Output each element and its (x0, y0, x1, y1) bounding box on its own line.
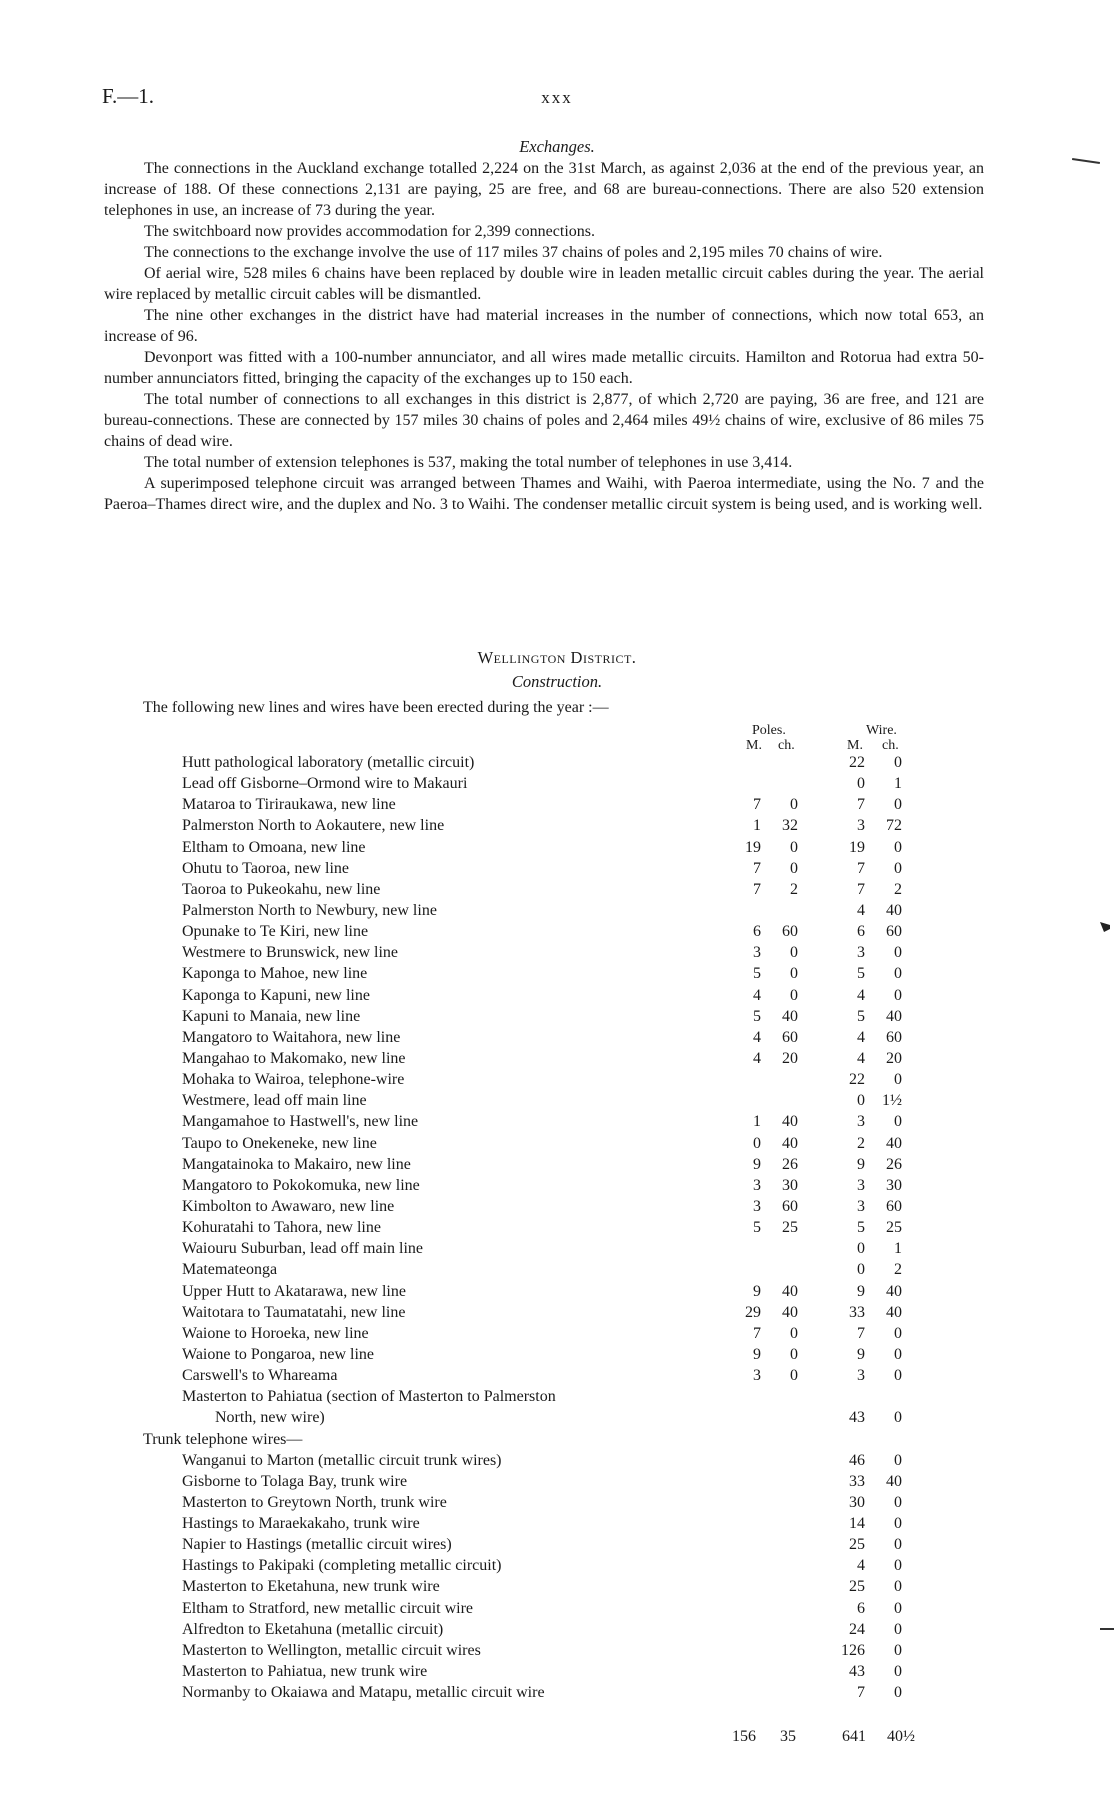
cell-pm: 3 (753, 1197, 761, 1215)
row-label: Westmere, lead off main line (182, 1092, 367, 1110)
table-row (0, 1661, 1114, 1682)
cell-wc: 0 (894, 1663, 902, 1681)
exchanges-body (104, 158, 984, 515)
cell-wc: 0 (894, 1451, 902, 1469)
row-label: Matemateonga (182, 1261, 278, 1279)
cell-wc: 20 (886, 1049, 902, 1067)
cell-pm: 19 (745, 838, 761, 856)
table-row (0, 752, 1114, 773)
cell-pm: 4 (753, 986, 761, 1004)
cell-wc: 0 (894, 1515, 902, 1533)
table-row (0, 1682, 1114, 1703)
cell-wm: 3 (857, 944, 865, 962)
cell-wm: 33 (849, 1303, 865, 1321)
cell-pm: 6 (753, 923, 761, 941)
cell-wc: 0 (894, 1620, 902, 1638)
cell-wm: 0 (857, 1092, 865, 1110)
table-row (0, 1175, 1114, 1196)
cell-wc: 0 (894, 965, 902, 983)
cell-wc: 1 (894, 1240, 902, 1258)
cell-pm: 3 (753, 1367, 761, 1385)
total-poles-chains: 35 (780, 1728, 796, 1745)
table-row (0, 1006, 1114, 1027)
row-label: Masterton to Greytown North, trunk wire (182, 1493, 447, 1511)
row-label: Normanby to Okaiawa and Matapu, metallic circuit wire (182, 1684, 545, 1702)
table-row (0, 1090, 1114, 1111)
table-row (0, 794, 1114, 815)
table-row (0, 815, 1114, 836)
cell-pm: 1 (753, 817, 761, 835)
row-label: Mangamahoe to Hastwell's, new line (182, 1113, 419, 1131)
row-label: Kohuratahi to Tahora, new line (182, 1219, 381, 1237)
paragraph: Of aerial wire, 528 miles 6 chains have been replaced by double wire in leaden metallic circuit cables during the year. The aerial wire replaced by metallic circuit cables will be dismantled. (104, 265, 984, 303)
cell-pm: 5 (753, 1219, 761, 1237)
cell-wm: 126 (841, 1641, 865, 1659)
row-label: Mangatainoka to Makairo, new line (182, 1155, 411, 1173)
cell-wc: 60 (886, 923, 902, 941)
cell-pc: 0 (790, 1367, 798, 1385)
cell-pm: 3 (753, 944, 761, 962)
table-row (0, 1111, 1114, 1132)
row-label: Waiouru Suburban, lead off main line (182, 1240, 424, 1258)
cell-wc: 0 (894, 1324, 902, 1342)
cell-pc: 40 (782, 1134, 798, 1152)
cell-pc: 25 (782, 1219, 798, 1237)
cell-wc: 0 (894, 859, 902, 877)
row-label: North, new wire) (215, 1409, 325, 1427)
cell-wm: 3 (857, 1176, 865, 1194)
cell-pm: 7 (753, 796, 761, 814)
cell-pm: 7 (753, 880, 761, 898)
table-row (0, 1513, 1114, 1534)
cell-wc: 40 (886, 1282, 902, 1300)
row-label: Eltham to Omoana, new line (182, 838, 366, 856)
table-row (0, 1344, 1114, 1365)
table-row (0, 837, 1114, 858)
table-row (0, 1365, 1114, 1386)
total-wire-miles: 641 (842, 1728, 866, 1745)
cell-wm: 3 (857, 1197, 865, 1215)
cell-wm: 3 (857, 1113, 865, 1131)
paragraph: The connections in the Auckland exchange totalled 2,224 on the 31st March, as against 2,036 at the end of the previous year, an increase of 188. Of these connections 2,131 are paying, 25 are free, and 68 are bureau-connections. There are also 520 extension telephones in use, an increase of 73 during the year. (104, 160, 984, 219)
row-label: Mangahao to Makomako, new line (182, 1049, 406, 1067)
row-label: Kaponga to Mahoe, new line (182, 965, 368, 983)
cell-wm: 24 (849, 1620, 865, 1638)
cell-pc: 0 (790, 838, 798, 856)
cell-wc: 25 (886, 1219, 902, 1237)
cell-wc: 0 (894, 1557, 902, 1575)
row-label: Mangatoro to Pokokomuka, new line (182, 1176, 420, 1194)
row-label: Palmerston North to Newbury, new line (182, 901, 437, 919)
wire-miles-header: M. (847, 738, 863, 753)
cell-wm: 9 (857, 1345, 865, 1363)
cell-wc: 0 (894, 1345, 902, 1363)
cell-pc: 40 (782, 1007, 798, 1025)
cell-pc: 0 (790, 1324, 798, 1342)
table-row (0, 1555, 1114, 1576)
cell-wm: 19 (849, 838, 865, 856)
cell-pc: 0 (790, 859, 798, 877)
cell-pc: 30 (782, 1176, 798, 1194)
cell-wc: 0 (894, 838, 902, 856)
row-label: Kimbolton to Awawaro, new line (182, 1197, 395, 1215)
cell-wc: 0 (894, 1578, 902, 1596)
cell-wm: 9 (857, 1282, 865, 1300)
cell-wm: 4 (857, 1557, 865, 1575)
cell-wm: 22 (849, 754, 865, 771)
district-heading (0, 648, 1114, 668)
table-row (0, 1048, 1114, 1069)
cell-wc: 0 (894, 1071, 902, 1089)
poles-miles-header: M. (746, 738, 762, 753)
cell-pc: 40 (782, 1303, 798, 1321)
wire-chains-header: ch. (882, 738, 899, 753)
cell-pm: 4 (753, 1028, 761, 1046)
cell-pc: 26 (782, 1155, 798, 1173)
document-id: F.—1. (102, 84, 154, 108)
table-row (0, 773, 1114, 794)
cell-wc: 26 (886, 1155, 902, 1173)
cell-wc: 40 (886, 901, 902, 919)
table-row (0, 921, 1114, 942)
cell-wm: 14 (849, 1515, 865, 1533)
cell-wm: 9 (857, 1155, 865, 1173)
row-label: Lead off Gisborne–Ormond wire to Makauri (182, 775, 468, 793)
poles-chains-header: ch. (778, 738, 795, 753)
cell-wc: 60 (886, 1197, 902, 1215)
table-row (0, 1619, 1114, 1640)
table-row (0, 879, 1114, 900)
page-number: xxx (541, 88, 573, 107)
table-row (0, 1238, 1114, 1259)
cell-pm: 9 (753, 1345, 761, 1363)
cell-wm: 2 (857, 1134, 865, 1152)
row-label: Westmere to Brunswick, new line (182, 944, 398, 962)
row-label: Hutt pathological laboratory (metallic circuit) (182, 754, 475, 771)
row-label: Masterton to Pahiatua (section of Masterton to Palmerston (182, 1388, 556, 1406)
poles-header: Poles. (752, 723, 786, 738)
total-poles-miles: 156 (732, 1728, 756, 1745)
row-label: Taoroa to Pukeokahu, new line (182, 880, 381, 898)
table-row (0, 1302, 1114, 1323)
table-totals (0, 1728, 1114, 1749)
cell-wm: 7 (857, 796, 865, 814)
cell-wm: 6 (857, 1599, 865, 1617)
table-row (0, 1281, 1114, 1302)
margin-mark (1072, 158, 1100, 164)
table-row (0, 1259, 1114, 1280)
cell-wm: 30 (849, 1493, 865, 1511)
cell-wm: 33 (849, 1472, 865, 1490)
cell-wm: 5 (857, 1219, 865, 1237)
table-row (0, 1386, 1114, 1407)
row-label: Kapuni to Manaia, new line (182, 1007, 361, 1025)
cell-wc: 40 (886, 1472, 902, 1490)
row-label: Gisborne to Tolaga Bay, trunk wire (182, 1472, 408, 1490)
cell-pc: 0 (790, 796, 798, 814)
cell-wc: 72 (886, 817, 902, 835)
cell-pc: 60 (782, 1028, 798, 1046)
table-row (0, 1069, 1114, 1090)
table-row (0, 1217, 1114, 1238)
cell-wm: 22 (849, 1071, 865, 1089)
paragraph: The nine other exchanges in the district have had material increases in the number of connections, which now total 653, an increase of 96. (104, 307, 984, 345)
cell-pc: 0 (790, 1345, 798, 1363)
table-row (0, 1492, 1114, 1513)
paragraph: The total number of connections to all exchanges in this district is 2,877, of which 2,720 are paying, 36 are free, and 121 are bureau-connections. These are connected by 157 miles 30 chains of poles and 2,464 miles 49½ chains of wire, exclusive of 86 miles 75 chains of dead wire. (104, 391, 984, 450)
cell-wm: 4 (857, 986, 865, 1004)
table-row (0, 1450, 1114, 1471)
cell-wm: 4 (857, 1028, 865, 1046)
cell-wc: 0 (894, 1367, 902, 1385)
table-row (0, 1027, 1114, 1048)
cell-wm: 5 (857, 965, 865, 983)
cell-wc: 1½ (882, 1092, 902, 1110)
table-row (0, 1154, 1114, 1175)
cell-pm: 3 (753, 1176, 761, 1194)
row-label: Hastings to Pakipaki (completing metallic circuit) (182, 1557, 502, 1575)
table-row (0, 1598, 1114, 1619)
cell-wm: 43 (849, 1409, 865, 1427)
row-label: Mangatoro to Waitahora, new line (182, 1028, 401, 1046)
cell-pc: 60 (782, 923, 798, 941)
cell-wc: 60 (886, 1028, 902, 1046)
paragraph: The switchboard now provides accommodation for 2,399 connections. (144, 223, 595, 240)
cell-wm: 7 (857, 880, 865, 898)
cell-pm: 9 (753, 1282, 761, 1300)
cell-wc: 0 (894, 796, 902, 814)
cell-pc: 60 (782, 1197, 798, 1215)
cell-wc: 0 (894, 1641, 902, 1659)
table-row (0, 942, 1114, 963)
table-row (0, 1323, 1114, 1344)
row-label: Upper Hutt to Akatarawa, new line (182, 1282, 406, 1300)
cell-wm: 3 (857, 1367, 865, 1385)
table-row (0, 1640, 1114, 1661)
cell-pc: 2 (790, 880, 798, 898)
cell-pm: 7 (753, 859, 761, 877)
table-row (0, 1534, 1114, 1555)
cell-wm: 0 (857, 775, 865, 793)
row-label: Ohutu to Taoroa, new line (182, 859, 349, 877)
construction-table (0, 752, 1114, 1703)
row-label: Waione to Horoeka, new line (182, 1324, 369, 1342)
cell-wc: 1 (894, 775, 902, 793)
row-label: Opunake to Te Kiri, new line (182, 923, 369, 941)
row-label: Mataroa to Tiriraukawa, new line (182, 796, 396, 814)
row-label: Taupo to Onekeneke, new line (182, 1134, 377, 1152)
cell-wc: 40 (886, 1303, 902, 1321)
row-label: Mohaka to Wairoa, telephone-wire (182, 1071, 405, 1089)
cell-pm: 5 (753, 965, 761, 983)
cell-wm: 5 (857, 1007, 865, 1025)
row-label: Trunk telephone wires— (143, 1430, 303, 1448)
wire-header: Wire. (866, 723, 897, 738)
margin-mark (1100, 1628, 1114, 1630)
table-row (0, 900, 1114, 921)
cell-wm: 0 (857, 1261, 865, 1279)
cell-wc: 0 (894, 754, 902, 771)
cell-pm: 5 (753, 1007, 761, 1025)
paragraph: A superimposed telephone circuit was arranged between Thames and Waihi, with Paeroa intermediate, using the No. 7 and the Paeroa–Thames direct wire, and the duplex and No. 3 to Waihi. The condenser metallic circuit system is being used, and is working well. (104, 475, 984, 513)
table-row (0, 858, 1114, 879)
cell-wc: 30 (886, 1176, 902, 1194)
row-label: Masterton to Eketahuna, new trunk wire (182, 1578, 440, 1596)
cell-wm: 43 (849, 1663, 865, 1681)
cell-wm: 7 (857, 859, 865, 877)
row-label: Palmerston North to Aokautere, new line (182, 817, 445, 835)
cell-wc: 0 (894, 1536, 902, 1554)
construction-heading: Construction. (511, 672, 603, 691)
table-row (0, 1576, 1114, 1597)
cell-pc: 0 (790, 965, 798, 983)
exchanges-heading: Exchanges. (519, 137, 595, 156)
cell-wm: 4 (857, 901, 865, 919)
paragraph: The total number of extension telephones is 537, making the total number of telephones in use 3,414. (144, 454, 793, 471)
cell-wc: 0 (894, 944, 902, 962)
cell-pm: 1 (753, 1113, 761, 1131)
cell-wc: 2 (894, 1261, 902, 1279)
row-label: Napier to Hastings (metallic circuit wires) (182, 1536, 452, 1554)
cell-pc: 0 (790, 944, 798, 962)
paragraph: Devonport was fitted with a 100-number annunciator, and all wires made metallic circuits. Hamilton and Rotorua had extra 50-number annunciators fitted, bringing the capacity of the exchanges up to 150 each. (104, 349, 984, 387)
cell-wm: 4 (857, 1049, 865, 1067)
row-label: Wanganui to Marton (metallic circuit trunk wires) (182, 1451, 502, 1469)
cell-wm: 7 (857, 1684, 865, 1702)
cell-pc: 40 (782, 1113, 798, 1131)
cell-wm: 0 (857, 1240, 865, 1258)
table-row (0, 1133, 1114, 1154)
cell-wm: 46 (849, 1451, 865, 1469)
cell-wc: 0 (894, 1599, 902, 1617)
cell-wc: 40 (886, 1007, 902, 1025)
cell-pc: 20 (782, 1049, 798, 1067)
table-row (0, 985, 1114, 1006)
table-row (0, 1429, 1114, 1450)
cell-wc: 40 (886, 1134, 902, 1152)
cell-wc: 0 (894, 986, 902, 1004)
row-label: Waitotara to Taumatatahi, new line (182, 1303, 406, 1321)
table-intro: The following new lines and wires have been erected during the year :— (143, 699, 609, 716)
table-row (0, 1407, 1114, 1428)
row-label: Masterton to Wellington, metallic circuit wires (182, 1641, 481, 1659)
cell-wc: 0 (894, 1684, 902, 1702)
paragraph: The connections to the exchange involve the use of 117 miles 37 chains of poles and 2,195 miles 70 chains of wire. (144, 244, 883, 261)
row-label: Eltham to Stratford, new metallic circuit wire (182, 1599, 474, 1617)
cell-pm: 0 (753, 1134, 761, 1152)
cell-pm: 9 (753, 1155, 761, 1173)
cell-pm: 29 (745, 1303, 761, 1321)
cell-wc: 2 (894, 880, 902, 898)
row-label: Carswell's to Whareama (182, 1367, 338, 1385)
row-label: Masterton to Pahiatua, new trunk wire (182, 1663, 428, 1681)
cell-pc: 40 (782, 1282, 798, 1300)
row-label: Waione to Pongaroa, new line (182, 1345, 374, 1363)
cell-pc: 0 (790, 986, 798, 1004)
table-row (0, 1196, 1114, 1217)
cell-pm: 7 (753, 1324, 761, 1342)
cell-wm: 6 (857, 923, 865, 941)
cell-wm: 7 (857, 1324, 865, 1342)
row-label: Alfredton to Eketahuna (metallic circuit) (182, 1620, 444, 1638)
cell-wm: 25 (849, 1578, 865, 1596)
table-row (0, 963, 1114, 984)
total-wire-chains: 40½ (887, 1728, 915, 1745)
cell-wc: 0 (894, 1409, 902, 1427)
cell-pc: 32 (782, 817, 798, 835)
row-label: Kaponga to Kapuni, new line (182, 986, 370, 1004)
cell-wc: 0 (894, 1113, 902, 1131)
cell-wm: 25 (849, 1536, 865, 1554)
cell-pm: 4 (753, 1049, 761, 1067)
district-title: Wellington District. (477, 648, 637, 667)
row-label: Hastings to Maraekakaho, trunk wire (182, 1515, 420, 1533)
cell-wc: 0 (894, 1493, 902, 1511)
table-row (0, 1471, 1114, 1492)
cell-wm: 3 (857, 817, 865, 835)
